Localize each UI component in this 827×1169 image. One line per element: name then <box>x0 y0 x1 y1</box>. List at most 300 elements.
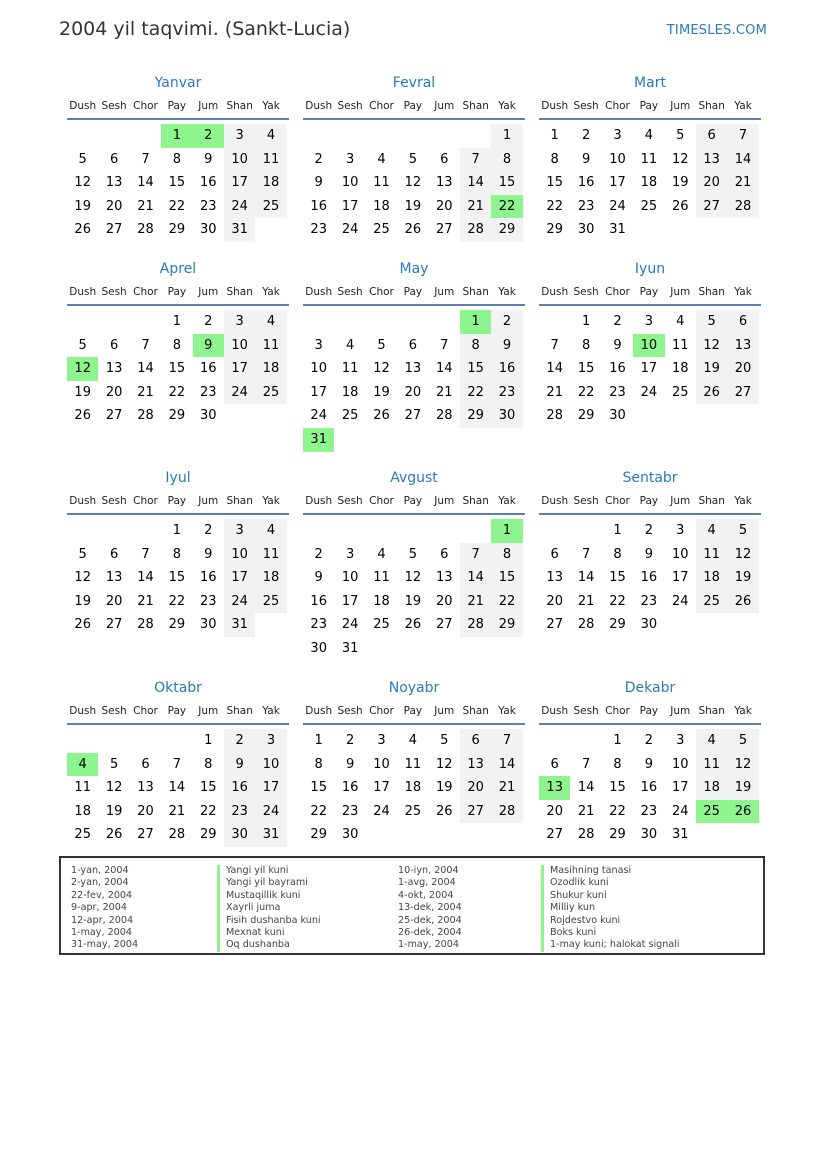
legend-date: 1-yan, 2004 <box>71 865 129 876</box>
day-cell: 13 <box>460 753 491 777</box>
day-cell: 24 <box>341 617 359 633</box>
day-grid <box>539 124 761 242</box>
day-cell: 8 <box>314 756 323 772</box>
legend-date: 1-may, 2004 <box>71 927 132 939</box>
day-cell: 27 <box>546 827 563 843</box>
day-cell: 22 <box>609 803 626 819</box>
empty-cell <box>67 729 98 753</box>
day-cell: 18 <box>671 361 689 377</box>
day-cell: 5 <box>78 337 87 353</box>
day-cell: 5 <box>408 546 417 562</box>
day-cell: 8 <box>491 543 522 567</box>
weekday-label: Yak <box>262 495 280 507</box>
empty-cell <box>334 124 365 148</box>
holiday-day-cell: 31 <box>303 428 334 452</box>
day-grid <box>67 124 289 242</box>
day-cell: 18 <box>255 171 286 195</box>
legend-holiday-name: Shukur kuni <box>541 890 680 902</box>
weekday-label: Sesh <box>101 495 127 507</box>
day-cell: 17 <box>640 361 658 377</box>
day-cell: 8 <box>204 756 213 772</box>
empty-cell <box>130 310 161 334</box>
empty-cell <box>303 124 334 148</box>
day-cell: 15 <box>577 361 595 377</box>
weekday-label: Dush <box>69 286 97 298</box>
day-cell: 28 <box>546 408 563 424</box>
weekday-label: Dush <box>541 495 569 507</box>
month-title: Dekabr <box>624 680 676 696</box>
day-cell: 29 <box>577 408 595 424</box>
weekday-label: Dush <box>305 286 333 298</box>
day-cell: 28 <box>577 827 595 843</box>
day-cell: 6 <box>727 310 758 334</box>
day-cell: 24 <box>255 800 286 824</box>
empty-cell <box>130 124 161 148</box>
weekday-label: Yak <box>498 495 516 507</box>
day-cell: 2 <box>314 151 323 167</box>
month-noyabr <box>303 679 525 847</box>
day-cell: 16 <box>310 593 327 609</box>
day-cell: 20 <box>137 803 154 819</box>
day-cell: 15 <box>310 780 327 796</box>
weekday-label: Jum <box>434 100 455 112</box>
day-cell: 8 <box>550 151 559 167</box>
day-cell: 27 <box>435 617 453 633</box>
day-cell: 26 <box>404 617 422 633</box>
day-cell: 13 <box>435 175 453 191</box>
day-cell: 18 <box>341 384 359 400</box>
day-cell: 16 <box>199 175 217 191</box>
holiday-day-cell: 13 <box>539 776 570 800</box>
day-cell: 18 <box>74 803 91 819</box>
day-cell: 25 <box>373 617 390 633</box>
legend-names-col-1 <box>217 865 321 952</box>
day-cell: 11 <box>255 148 286 172</box>
day-cell: 18 <box>373 593 390 609</box>
day-cell: 11 <box>255 334 286 358</box>
day-cell: 10 <box>373 756 390 772</box>
weekday-label: Chor <box>369 495 394 507</box>
day-cell: 24 <box>640 384 658 400</box>
day-cell: 16 <box>609 361 626 377</box>
weekday-label: Sesh <box>573 100 599 112</box>
day-cell: 6 <box>109 546 119 562</box>
empty-cell <box>460 519 491 543</box>
day-cell: 15 <box>491 566 522 590</box>
day-cell: 8 <box>613 546 622 562</box>
weekday-label: Chor <box>133 705 158 717</box>
day-cell: 19 <box>74 198 91 214</box>
weekday-label: Sesh <box>573 705 599 717</box>
weekday-label: Chor <box>369 286 394 298</box>
holiday-day-cell: 25 <box>696 800 727 824</box>
month-yanvar <box>67 74 289 242</box>
day-grid <box>303 310 525 452</box>
site-link[interactable]: TIMESLES.COM <box>666 23 767 38</box>
day-cell: 30 <box>341 827 359 843</box>
weekday-label: Shan <box>462 705 489 717</box>
legend-date: 4-okt, 2004 <box>398 889 454 901</box>
weekday-label: Jum <box>198 100 219 112</box>
month-title: Mart <box>634 75 666 91</box>
legend-dates-col-1 <box>71 865 138 952</box>
day-cell: 5 <box>727 729 758 753</box>
day-cell: 4 <box>255 310 286 334</box>
weekday-header <box>303 94 525 120</box>
weekday-label: Dush <box>541 100 569 112</box>
weekday-label: Dush <box>305 495 333 507</box>
empty-cell <box>67 519 98 543</box>
day-cell: 14 <box>577 570 595 586</box>
day-cell: 30 <box>199 408 217 424</box>
day-grid <box>539 729 761 847</box>
day-cell: 7 <box>581 546 591 562</box>
day-grid <box>67 729 289 847</box>
day-cell: 30 <box>199 617 217 633</box>
day-cell: 6 <box>460 729 491 753</box>
day-cell: 1 <box>613 733 622 748</box>
day-cell: 26 <box>696 381 727 405</box>
day-cell: 28 <box>137 408 154 424</box>
day-cell: 11 <box>671 337 689 353</box>
weekday-label: Dush <box>541 286 569 298</box>
day-cell: 7 <box>172 756 181 772</box>
weekday-label: Pay <box>167 705 187 717</box>
day-cell: 4 <box>696 729 727 753</box>
day-cell: 6 <box>109 151 119 167</box>
day-cell: 31 <box>671 827 689 843</box>
day-cell: 1 <box>491 124 522 148</box>
day-cell: 11 <box>341 361 359 377</box>
day-cell: 18 <box>373 198 390 214</box>
day-cell: 12 <box>671 151 689 167</box>
legend-holiday-name: Boks kuni <box>541 927 680 939</box>
day-cell: 9 <box>314 175 323 191</box>
day-cell: 10 <box>224 543 255 567</box>
day-cell: 9 <box>314 570 323 586</box>
weekday-label: Shan <box>462 495 489 507</box>
weekday-label: Chor <box>369 100 394 112</box>
day-cell: 22 <box>460 381 491 405</box>
day-cell: 19 <box>727 776 758 800</box>
month-mart <box>539 74 761 242</box>
legend-holiday-name: Ozodlik kuni <box>541 877 680 889</box>
day-cell: 28 <box>460 218 491 242</box>
day-cell: 28 <box>168 827 186 843</box>
day-cell: 15 <box>168 570 186 586</box>
weekday-label: Yak <box>734 495 752 507</box>
day-cell: 19 <box>435 780 453 796</box>
weekday-label: Pay <box>403 100 423 112</box>
weekday-label: Jum <box>198 705 219 717</box>
day-cell: 29 <box>168 408 186 424</box>
day-cell: 4 <box>255 124 286 148</box>
day-cell: 15 <box>491 171 522 195</box>
day-cell: 20 <box>727 357 758 381</box>
day-cell: 23 <box>224 800 255 824</box>
weekday-label: Shan <box>698 286 725 298</box>
weekday-label: Pay <box>639 100 659 112</box>
day-cell: 24 <box>671 593 689 609</box>
day-cell: 14 <box>460 566 491 590</box>
legend-holiday-name: 1-may kuni; halokat signali <box>541 939 680 951</box>
day-cell: 30 <box>640 827 658 843</box>
holiday-day-cell: 9 <box>193 334 224 358</box>
day-cell: 11 <box>696 543 727 567</box>
day-cell: 13 <box>137 780 154 796</box>
day-cell: 26 <box>727 590 758 614</box>
day-cell: 17 <box>224 171 255 195</box>
day-cell: 3 <box>314 337 323 353</box>
day-cell: 4 <box>676 314 685 329</box>
day-cell: 17 <box>255 776 286 800</box>
day-cell: 23 <box>310 617 327 633</box>
day-cell: 27 <box>727 381 758 405</box>
day-cell: 24 <box>224 590 255 614</box>
legend-date: 1-avg, 2004 <box>398 877 456 889</box>
month-dekabr <box>539 679 761 847</box>
day-cell: 28 <box>435 408 453 424</box>
day-cell: 20 <box>435 593 453 609</box>
page-title: 2004 yil taqvimi. (Sankt-Lucia) <box>59 18 351 40</box>
day-cell: 17 <box>341 593 359 609</box>
empty-cell <box>98 124 129 148</box>
month-oktabr <box>67 679 289 847</box>
day-cell: 2 <box>224 729 255 753</box>
day-cell: 7 <box>440 337 449 353</box>
day-cell: 19 <box>404 593 422 609</box>
day-cell: 6 <box>109 337 119 353</box>
day-cell: 12 <box>727 543 758 567</box>
day-cell: 31 <box>255 823 286 847</box>
day-cell: 31 <box>609 222 626 238</box>
day-cell: 21 <box>137 198 154 214</box>
day-cell: 1 <box>613 523 622 538</box>
day-cell: 7 <box>491 729 522 753</box>
day-cell: 25 <box>255 381 286 405</box>
day-cell: 12 <box>105 780 123 796</box>
weekday-label: Chor <box>605 286 630 298</box>
day-cell: 21 <box>727 171 758 195</box>
day-cell: 21 <box>546 384 563 400</box>
weekday-label: Sesh <box>573 495 599 507</box>
day-cell: 20 <box>105 593 123 609</box>
day-cell: 9 <box>644 756 653 772</box>
weekday-label: Yak <box>498 100 516 112</box>
weekday-label: Shan <box>462 286 489 298</box>
weekday-label: Chor <box>133 100 158 112</box>
day-cell: 13 <box>546 570 563 586</box>
weekday-label: Dush <box>541 705 569 717</box>
day-cell: 27 <box>696 195 727 219</box>
day-cell: 16 <box>310 198 327 214</box>
day-cell: 28 <box>137 617 154 633</box>
day-cell: 5 <box>377 337 386 353</box>
day-cell: 23 <box>609 384 626 400</box>
day-cell: 25 <box>341 408 359 424</box>
weekday-label: Yak <box>262 705 280 717</box>
day-cell: 11 <box>255 543 286 567</box>
day-cell: 25 <box>404 803 422 819</box>
day-cell: 17 <box>373 780 390 796</box>
day-cell: 12 <box>435 756 453 772</box>
day-cell: 14 <box>137 570 154 586</box>
day-cell: 15 <box>546 175 563 191</box>
month-title: Aprel <box>159 261 197 277</box>
day-cell: 30 <box>577 222 595 238</box>
weekday-label: Yak <box>262 286 280 298</box>
empty-cell <box>397 519 428 543</box>
holiday-day-cell: 10 <box>633 334 664 358</box>
day-cell: 16 <box>199 361 217 377</box>
day-cell: 10 <box>255 753 286 777</box>
day-cell: 3 <box>377 733 386 748</box>
weekday-header <box>67 699 289 725</box>
empty-cell <box>539 519 570 543</box>
month-title: Oktabr <box>154 680 202 696</box>
day-cell: 8 <box>172 546 181 562</box>
day-cell: 14 <box>137 361 154 377</box>
day-cell: 15 <box>609 780 626 796</box>
day-cell: 2 <box>491 310 522 334</box>
day-cell: 4 <box>345 337 355 353</box>
day-cell: 8 <box>172 337 181 353</box>
day-cell: 3 <box>676 523 685 538</box>
legend-holiday-name: Yangi yil bayrami <box>217 877 321 889</box>
day-cell: 22 <box>168 198 186 214</box>
day-cell: 3 <box>613 128 622 143</box>
weekday-label: Pay <box>167 100 187 112</box>
day-cell: 28 <box>577 617 595 633</box>
day-cell: 22 <box>491 590 522 614</box>
empty-cell <box>334 310 365 334</box>
holiday-legend <box>59 856 765 955</box>
empty-cell <box>303 519 334 543</box>
day-cell: 3 <box>224 519 255 543</box>
holiday-day-cell: 22 <box>491 195 522 219</box>
day-cell: 21 <box>460 195 491 219</box>
empty-cell <box>570 729 601 753</box>
weekday-label: Chor <box>605 100 630 112</box>
day-cell: 7 <box>141 337 150 353</box>
day-cell: 6 <box>141 756 150 772</box>
empty-cell <box>429 124 460 148</box>
weekday-label: Jum <box>670 495 691 507</box>
weekday-label: Chor <box>133 286 158 298</box>
weekday-label: Sesh <box>337 286 363 298</box>
day-cell: 21 <box>491 776 522 800</box>
month-avgust <box>303 469 525 661</box>
day-grid <box>67 310 289 428</box>
legend-date: 10-iyn, 2004 <box>398 865 459 876</box>
weekday-header <box>67 489 289 515</box>
empty-cell <box>98 519 129 543</box>
legend-holiday-name: Oq dushanba <box>217 939 321 951</box>
day-cell: 7 <box>141 546 150 562</box>
day-cell: 13 <box>105 361 123 377</box>
day-cell: 10 <box>310 361 327 377</box>
day-cell: 15 <box>460 357 491 381</box>
day-cell: 11 <box>404 756 422 772</box>
weekday-label: Pay <box>403 495 423 507</box>
day-cell: 15 <box>168 175 186 191</box>
weekday-label: Shan <box>698 495 725 507</box>
weekday-label: Shan <box>226 286 253 298</box>
day-cell: 26 <box>105 827 123 843</box>
day-cell: 27 <box>105 222 123 238</box>
weekday-label: Jum <box>434 495 455 507</box>
day-cell: 30 <box>491 404 522 428</box>
day-cell: 25 <box>255 195 286 219</box>
day-cell: 26 <box>404 222 422 238</box>
day-cell: 27 <box>404 408 422 424</box>
day-cell: 16 <box>199 570 217 586</box>
day-cell: 2 <box>204 314 213 329</box>
day-cell: 19 <box>74 593 91 609</box>
day-cell: 1 <box>314 733 323 748</box>
empty-cell <box>67 310 98 334</box>
day-cell: 30 <box>224 823 255 847</box>
day-cell: 10 <box>341 570 359 586</box>
legend-names-col-2 <box>541 865 680 952</box>
legend-date: 13-dek, 2004 <box>398 902 462 914</box>
day-cell: 18 <box>696 776 727 800</box>
day-cell: 2 <box>613 314 622 329</box>
day-cell: 17 <box>224 357 255 381</box>
day-cell: 3 <box>644 314 653 329</box>
month-fevral <box>303 74 525 242</box>
day-cell: 9 <box>491 334 522 358</box>
day-cell: 8 <box>581 337 591 353</box>
empty-cell <box>570 519 601 543</box>
weekday-label: Sesh <box>101 705 127 717</box>
day-cell: 22 <box>609 593 626 609</box>
day-cell: 25 <box>373 222 390 238</box>
weekday-label: Jum <box>670 705 691 717</box>
day-cell: 27 <box>460 800 491 824</box>
day-cell: 22 <box>199 803 217 819</box>
day-cell: 5 <box>440 733 449 748</box>
day-cell: 17 <box>609 175 626 191</box>
weekday-label: Yak <box>498 286 516 298</box>
day-cell: 22 <box>546 198 563 214</box>
day-cell: 8 <box>613 756 622 772</box>
holiday-day-cell: 1 <box>491 519 522 543</box>
month-title: Iyun <box>634 261 666 277</box>
day-cell: 5 <box>109 756 119 772</box>
day-cell: 12 <box>74 570 91 586</box>
empty-cell <box>303 310 334 334</box>
day-cell: 4 <box>696 519 727 543</box>
day-cell: 12 <box>404 570 422 586</box>
day-cell: 12 <box>74 175 91 191</box>
day-cell: 23 <box>491 381 522 405</box>
weekday-label: Pay <box>403 286 423 298</box>
day-cell: 4 <box>255 519 286 543</box>
weekday-label: Jum <box>198 286 219 298</box>
day-cell: 17 <box>671 780 689 796</box>
day-cell: 9 <box>224 753 255 777</box>
weekday-label: Shan <box>226 495 253 507</box>
day-cell: 20 <box>546 803 563 819</box>
weekday-label: Sesh <box>101 286 127 298</box>
day-cell: 3 <box>676 733 685 748</box>
empty-cell <box>98 310 129 334</box>
day-cell: 18 <box>696 566 727 590</box>
day-cell: 18 <box>255 357 286 381</box>
weekday-header <box>67 280 289 306</box>
weekday-label: Jum <box>670 100 691 112</box>
